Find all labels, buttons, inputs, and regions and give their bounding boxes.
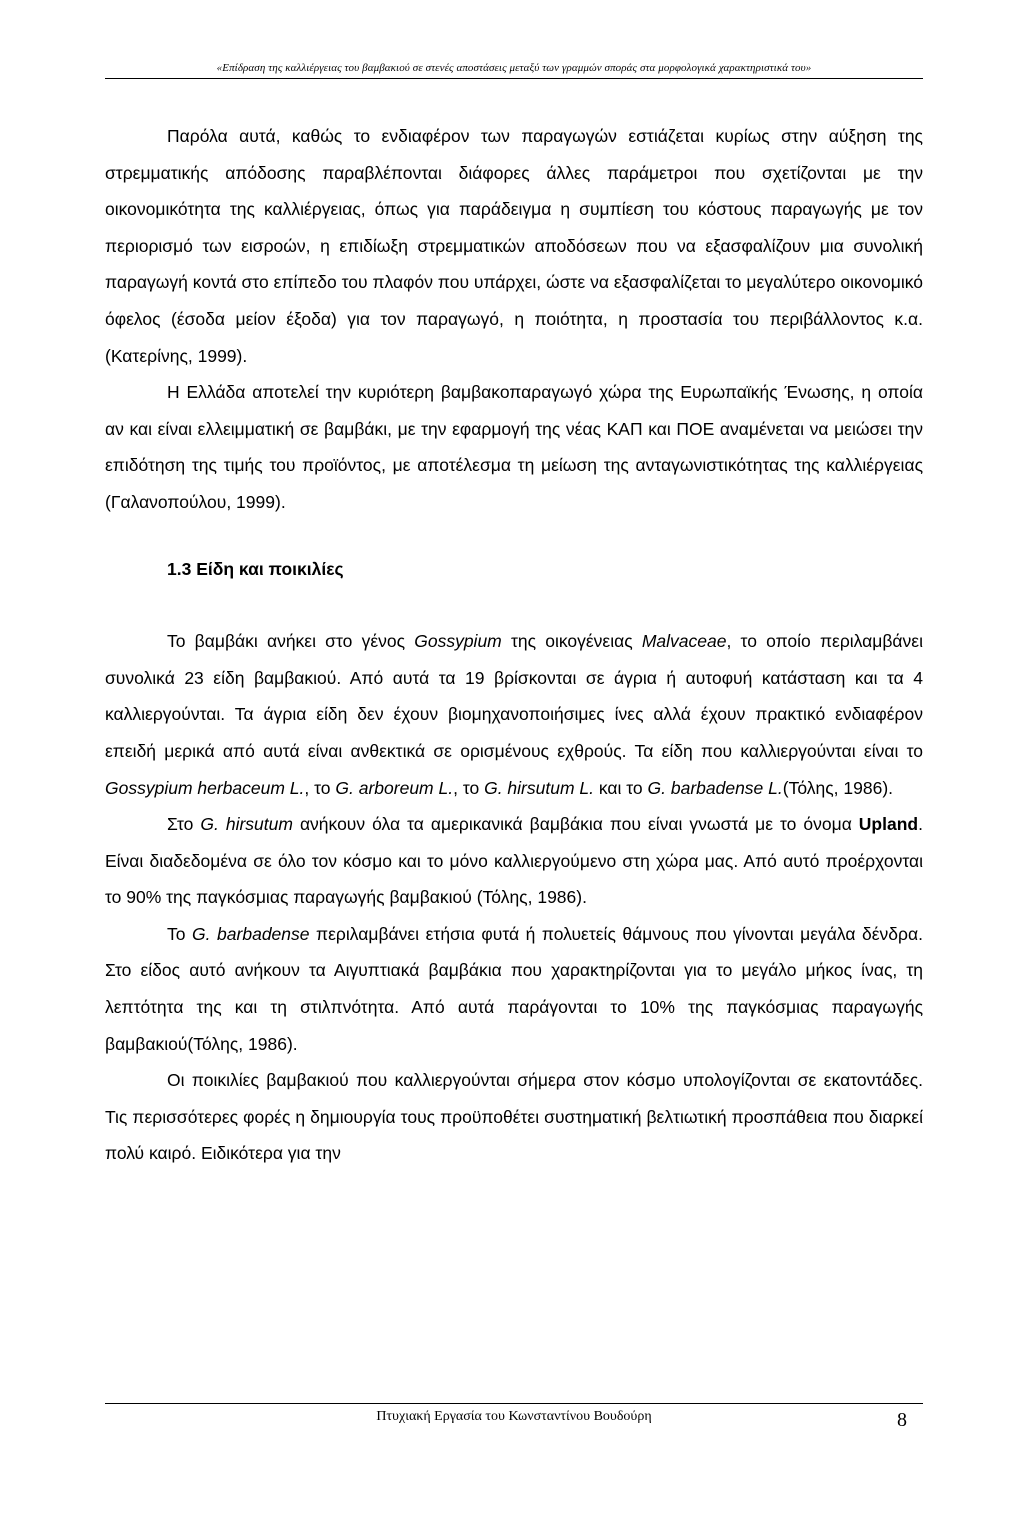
species-name: G. hirsutum L.	[484, 777, 594, 798]
header-divider	[105, 78, 923, 79]
species-name: G. barbadense L.	[647, 777, 783, 798]
footer-author: Πτυχιακή Εργασία του Κωνσταντίνου Βουδούρη	[376, 1409, 652, 1424]
page-number: 8	[897, 1409, 907, 1431]
paragraph-barbadense: Το G. barbadense περιλαμβάνει ετήσια φυτά ή πολυετείς θάμνους που γίνονται μεγάλα δένδρα. Στο είδος αυτό ανήκουν τα Αιγυπτιακά βαμβάκια που χαρακτηρίζονται για το μεγάλο μήκος ίνας, τη λεπτότητα της και τη στιλπνότητα. Από αυτά παράγονται το 10% της παγκόσμιας παραγωγής βαμβακιού(Τόλης, 1986).	[105, 923, 923, 1054]
paragraph-species: Το βαμβάκι ανήκει στο γένος Gossypium της οικογένειας Malvaceae, το οποίο περιλαμβάνει συνολικά 23 είδη βαμβακιού. Από αυτά τα 19 βρίσκονται σε άγρια ή αυτοφυή κατάσταση και τα 4 καλλιεργούνται. Τα άγρια είδη δεν έχουν βιομηχανοποιήσιμες ίνες αλλά έχουν πρακτικό ενδιαφέρον επειδή μερικά από αυτά είναι ανθεκτικά σε ορισμένους εχθρούς. Τα είδη που καλλιεργούνται είναι το Gossypium herbaceum L., το G. arboreum L., το G. hirsutum L. και το G. barbadense L.(Τόλης, 1986).	[105, 631, 923, 798]
species-name: G. barbadense	[192, 923, 310, 944]
paragraph-production-economics: Παρόλα αυτά, καθώς το ενδιαφέρον των παραγωγών εστιάζεται κυρίως στην αύξηση της στρεμματικής απόδοσης παραβλέπονται διάφορες άλλες παράμετροι που σχετίζονται με την οικονομικότητα της καλλιέργειας, όπως για παράδειγμα η συμπίεση του κόστους παραγωγής με τον περιορισμό των εισροών, η επιδίωξη στρεμματικών αποδόσεων που να εξασφαλίζουν μια συνολική παραγωγή κοντά στο επίπεδο του πλαφόν που υπάρχει, ώστε να εξασφαλίζεται το μεγαλύτερο οικονομικό όφελος (έσοδα μείον έξοδα) για τον παραγωγό, η ποιότητα, η προστασία του περιβάλλοντος κ.α. (Κατερίνης, 1999).	[105, 126, 923, 366]
document-body	[105, 118, 923, 1172]
genus-name: Gossypium	[414, 631, 502, 652]
species-name: G. hirsutum	[200, 814, 293, 835]
section-heading: 1.3 Είδη και ποικιλίες	[167, 558, 344, 579]
paragraph-greece-cotton: Η Ελλάδα αποτελεί την κυριότερη βαμβακοπαραγωγό χώρα της Ευρωπαϊκής Ένωσης, η οποία αν και είναι ελλειμματική σε βαμβάκι, με την εφαρμογή της νέας ΚΑΠ και ΠΟΕ αναμένεται να μειώσει την επιδότηση της τιμής του προϊόντος, με αποτέλεσμα τη μείωση της ανταγωνιστικότητας της καλλιέργειας (Γαλανοπούλου, 1999).	[105, 382, 923, 512]
family-name: Malvaceae	[641, 631, 727, 652]
paragraph-varieties: Οι ποικιλίες βαμβακιού που καλλιεργούνται σήμερα στον κόσμο υπολογίζονται σε εκατοντάδες. Τις περισσότερες φορές η δημιουργία τους προϋποθέτει συστηματική βελτιωτική προσπάθεια που διαρκεί πολύ καιρό. Ειδικότερα για την	[105, 1070, 923, 1164]
footer-divider	[105, 1403, 923, 1404]
species-name: G. arboreum L.	[335, 777, 454, 798]
paragraph-hirsutum: Στο G. hirsutum ανήκουν όλα τα αμερικανικά βαμβάκια που είναι γνωστά με το όνομα Upland. Είναι διαδεδομένα σε όλο τον κόσμο και το μόνο καλλιεργούμενο στη χώρα μας. Από αυτό προέρχονται το 90% της παγκόσμιας παραγωγής βαμβακιού (Τόλης, 1986).	[105, 814, 923, 908]
upland-term: Upland	[858, 814, 919, 835]
running-header: «Επίδραση της καλλιέργειας του βαμβακιού σε στενές αποστάσεις μεταξύ των γραμμών σποράς στα μορφολογικά χαρακτηριστικά του»	[216, 62, 812, 74]
species-name: Gossypium herbaceum L.	[105, 777, 305, 798]
